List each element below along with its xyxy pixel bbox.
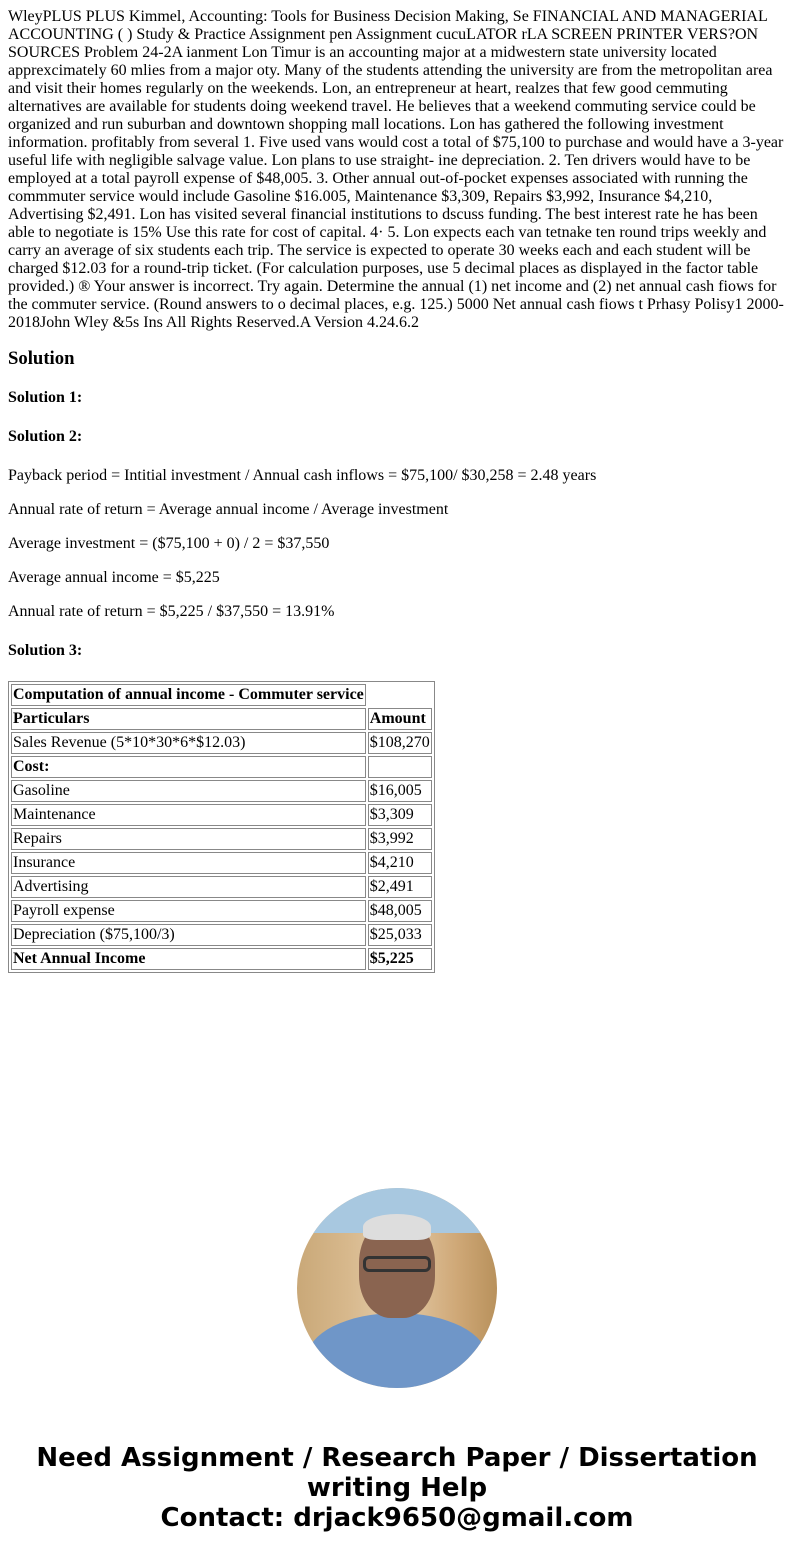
author-avatar [297, 1188, 497, 1388]
row-label: Gasoline [11, 780, 366, 802]
avg-income-line: Average annual income = $5,225 [8, 569, 220, 586]
table-total-row [11, 948, 432, 970]
row-amount: $4,210 [368, 852, 432, 874]
rate-result-line: Annual rate of return = $5,225 / $37,550 = 13.91% [8, 603, 335, 620]
row-label: Cost: [11, 756, 366, 778]
table-row [11, 828, 432, 850]
header-particulars: Particulars [11, 708, 366, 730]
row-amount [368, 756, 432, 778]
row-label: Depreciation ($75,100/3) [11, 924, 366, 946]
row-label: Insurance [11, 852, 366, 874]
table-row [11, 732, 432, 754]
solution-3-heading: Solution 3: [8, 642, 83, 659]
table-title-row [11, 684, 432, 706]
income-table [8, 681, 435, 973]
table-row [11, 876, 432, 898]
table-row [11, 852, 432, 874]
contact-line: Contact: drjack9650@gmail.com [160, 1503, 634, 1533]
promo-line: Need Assignment / Research Paper / Dissertation writing Help [36, 1443, 758, 1503]
row-label: Sales Revenue (5*10*30*6*$12.03) [11, 732, 366, 754]
total-amount: $5,225 [368, 948, 432, 970]
table-header-row [11, 708, 432, 730]
row-amount: $48,005 [368, 900, 432, 922]
payback-line: Payback period = Intitial investment / Annual cash inflows = $75,100/ $30,258 = 2.48 years [8, 467, 597, 484]
row-amount: $3,309 [368, 804, 432, 826]
rate-formula-line: Annual rate of return = Average annual income / Average investment [8, 501, 449, 518]
solution-1-heading: Solution 1: [8, 389, 83, 406]
avatar-container [8, 1188, 786, 1393]
avg-investment-line: Average investment = ($75,100 + 0) / 2 = $37,550 [8, 535, 330, 552]
table-row [11, 900, 432, 922]
row-amount: $16,005 [368, 780, 432, 802]
promo-footer [8, 1443, 786, 1533]
solution-heading: Solution [8, 348, 75, 369]
row-amount: $108,270 [368, 732, 432, 754]
glasses-icon [363, 1256, 431, 1272]
row-label: Repairs [11, 828, 366, 850]
row-amount: $25,033 [368, 924, 432, 946]
table-row [11, 804, 432, 826]
row-label: Maintenance [11, 804, 366, 826]
table-row [11, 924, 432, 946]
table-row [11, 780, 432, 802]
solution-2-heading: Solution 2: [8, 428, 83, 445]
row-label: Advertising [11, 876, 366, 898]
question-text: WleyPLUS PLUS Kimmel, Accounting: Tools for Business Decision Making, Se FINANCIAL AND MANAGERIAL ACCOUNTING ( ) Study & Practice Assignment pen Assignment cucuLATOR rLA SCREEN PRINTER VERS?ON SOURCES Problem 24-2A ianment Lon Timur is an accounting major at a midwestern state university located apprexcimately 60 mlies from a major oty. Many of the students attending the university are from the metropolitan area and visit their homes regularly on the weekends. Lon, an entrepreneur at heart, realzes that few good cemmuting alternatives are available for students doing weekend travel. He believes that a weekend commuting service could be organized and run suburban and downtown shopping mall locations. Lon has gathered the following investment information. profitably from several 1. Five used vans would cost a total of $75,100 to purchase and would have a 3-year useful life with negligible salvage value. Lon plans to use straight- ine depreciation. 2. Ten drivers would have to be employed at a total payroll expense of $48,005. 3. Other annual out-of-pocket expenses associated with running the commmuter service would include Gasoline $16.005, Maintenance $3,309, Repairs $3,992, Insurance $4,210, Advertising $2,491. Lon has visited several financial institutions to dscuss funding. The best interest rate he has been able to negotiate is 15% Use this rate for cost of capital. 4· 5. Lon expects each van tetnake ten round trips weekly and carry an average of six students each trip. The service is expected to operate 30 weeks each and each student will be charged $12.03 for a round-trip ticket. (For calculation purposes, use 5 decimal places as displayed in the factor table provided.) ® Your answer is incorrect. Try again. Determine the annual (1) net income and (2) net annual cash fiows for the commuter service. (Round answers to o decimal places, e.g. 125.) 5000 Net annual cash fiows t Prhasy Polisy1 2000-2018John Wley &5s Ins All Rights Reserved.A Version 4.24.6.2 [8, 8, 784, 331]
table-title: Computation of annual income - Commuter service [11, 684, 366, 706]
total-label: Net Annual Income [11, 948, 366, 970]
row-amount: $3,992 [368, 828, 432, 850]
row-label: Payroll expense [11, 900, 366, 922]
row-amount: $2,491 [368, 876, 432, 898]
header-amount: Amount [368, 708, 432, 730]
table-row [11, 756, 432, 778]
